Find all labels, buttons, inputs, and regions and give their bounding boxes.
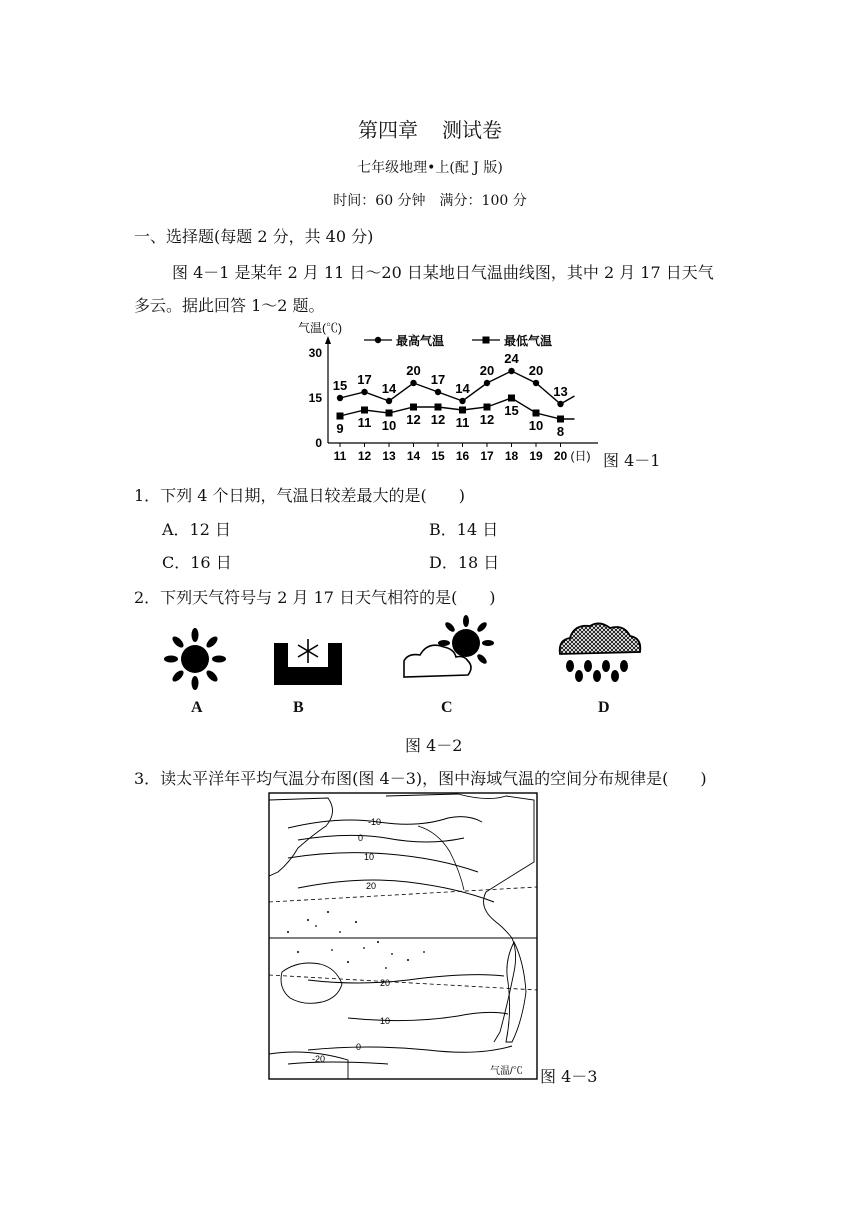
q1-option-c[interactable]: C．16 日 — [162, 553, 232, 572]
data-point — [484, 404, 491, 411]
data-label: 20 — [528, 363, 544, 378]
figure-4-3-caption: 图 4－3 — [540, 1067, 598, 1086]
map-legend: 气温/℃ — [490, 1066, 523, 1077]
q1-stem: 1．下列 4 个日期，气温日较差最大的是( ) — [134, 486, 466, 505]
data-point — [459, 407, 466, 414]
data-label: 13 — [553, 384, 568, 399]
y-axis-arrow — [325, 336, 331, 344]
data-point — [484, 380, 490, 386]
x-tick-label: 17 — [480, 449, 494, 463]
data-label: 11 — [357, 415, 372, 430]
isotherm-label: 20 — [366, 881, 377, 891]
x-tick-label: 20 — [553, 449, 568, 463]
data-label: 20 — [479, 363, 495, 378]
data-label: 17 — [357, 372, 372, 387]
symbol-label-b: B — [293, 699, 304, 716]
x-tick-label: 16 — [455, 449, 470, 463]
q1-option-d[interactable]: D．18 日 — [429, 553, 500, 572]
data-point — [533, 380, 539, 386]
data-label: 10 — [381, 418, 397, 433]
sunny-icon — [160, 624, 230, 694]
symbol-label-c: C — [441, 699, 453, 716]
data-point — [508, 395, 515, 402]
time-info: 时间：60 分钟 满分：100 分 — [333, 193, 527, 209]
grade-subtitle: 七年级地理•上(配 J 版) — [357, 160, 503, 176]
x-tick-label: 19 — [529, 449, 543, 463]
y-axis-label: 气温(℃) — [298, 321, 342, 335]
data-point — [459, 398, 465, 404]
symbol-label-a: A — [191, 699, 203, 716]
data-label: 12 — [406, 412, 421, 427]
partly-cloudy-icon — [398, 615, 498, 685]
chapter-title: 第四章 — [358, 118, 418, 142]
data-label: 24 — [504, 351, 519, 366]
x-tick-label: 11 — [333, 449, 347, 463]
x-tick-label: 15 — [431, 449, 445, 463]
data-point — [410, 380, 416, 386]
isotherm-label: -10 — [368, 817, 382, 827]
x-tick-label: 18 — [504, 449, 519, 463]
isotherm-label: 0 — [358, 833, 364, 843]
x-tick-label: 13 — [382, 449, 396, 463]
data-point — [386, 410, 393, 417]
intro-line-1: 图 4－1 是某年 2 月 11 日～20 日某地日气温曲线图，其中 2 月 17 日天气 — [172, 263, 714, 282]
data-point — [337, 413, 344, 420]
data-point — [533, 410, 540, 417]
figure-4-2-caption: 图 4－2 — [405, 736, 463, 755]
x-tick-label: 12 — [357, 449, 372, 463]
y-tick-label: 15 — [308, 391, 322, 405]
isotherm-label: -20 — [312, 1054, 326, 1064]
intro-line-2: 多云。据此回答 1～2 题。 — [134, 296, 325, 315]
chart-caption: 图 4－1 — [603, 451, 661, 470]
data-point — [508, 368, 514, 374]
data-label: 11 — [455, 415, 470, 430]
data-label: 20 — [406, 363, 421, 378]
data-label: 10 — [528, 418, 544, 433]
legend-marker — [375, 337, 381, 343]
isotherm-label: 20 — [380, 978, 391, 988]
snow-icon — [272, 635, 344, 687]
section-title: 一、选择题(每题 2 分，共 40 分) — [134, 227, 374, 246]
legend-marker — [483, 337, 490, 344]
isotherm-label: 10 — [380, 1016, 391, 1026]
page-title — [0, 114, 860, 143]
data-label: 15 — [504, 403, 519, 418]
q1-option-a[interactable]: A．12 日 — [162, 520, 232, 539]
data-label: 9 — [336, 421, 344, 436]
data-point — [435, 389, 441, 395]
data-label: 14 — [381, 381, 397, 396]
data-label: 12 — [479, 412, 495, 427]
data-point — [361, 407, 368, 414]
y-tick-label: 0 — [315, 436, 322, 450]
data-point — [435, 404, 442, 411]
data-point — [557, 416, 564, 423]
data-label: 12 — [430, 412, 446, 427]
data-label: 8 — [556, 424, 565, 439]
legend-label: 最低气温 — [504, 334, 553, 348]
symbol-label-d: D — [598, 699, 610, 716]
data-point — [410, 404, 417, 411]
q2-stem: 2．下列天气符号与 2 月 17 日天气相符的是( ) — [134, 588, 496, 607]
x-tick-label: 14 — [406, 449, 421, 463]
data-label: 15 — [332, 378, 348, 393]
data-label: 14 — [455, 381, 470, 396]
data-point — [557, 401, 563, 407]
data-label: 17 — [430, 372, 446, 387]
isotherm-label: 10 — [364, 852, 375, 862]
data-point — [386, 398, 392, 404]
rain-cloud-icon — [556, 618, 646, 690]
x-axis-label: (日) — [570, 449, 591, 463]
temperature-chart — [298, 318, 608, 470]
q3-stem: 3．读太平洋年平均气温分布图(图 4－3)，图中海域气温的空间分布规律是( ) — [134, 769, 707, 788]
data-point — [361, 389, 367, 395]
data-point — [337, 395, 343, 401]
legend-label: 最高气温 — [396, 334, 445, 348]
q1-option-b[interactable]: B．14 日 — [429, 520, 499, 539]
isotherm-label: 0 — [356, 1042, 362, 1052]
y-tick-label: 30 — [308, 346, 322, 360]
test-title: 测试卷 — [442, 118, 502, 142]
pacific-temperature-map — [268, 792, 538, 1080]
